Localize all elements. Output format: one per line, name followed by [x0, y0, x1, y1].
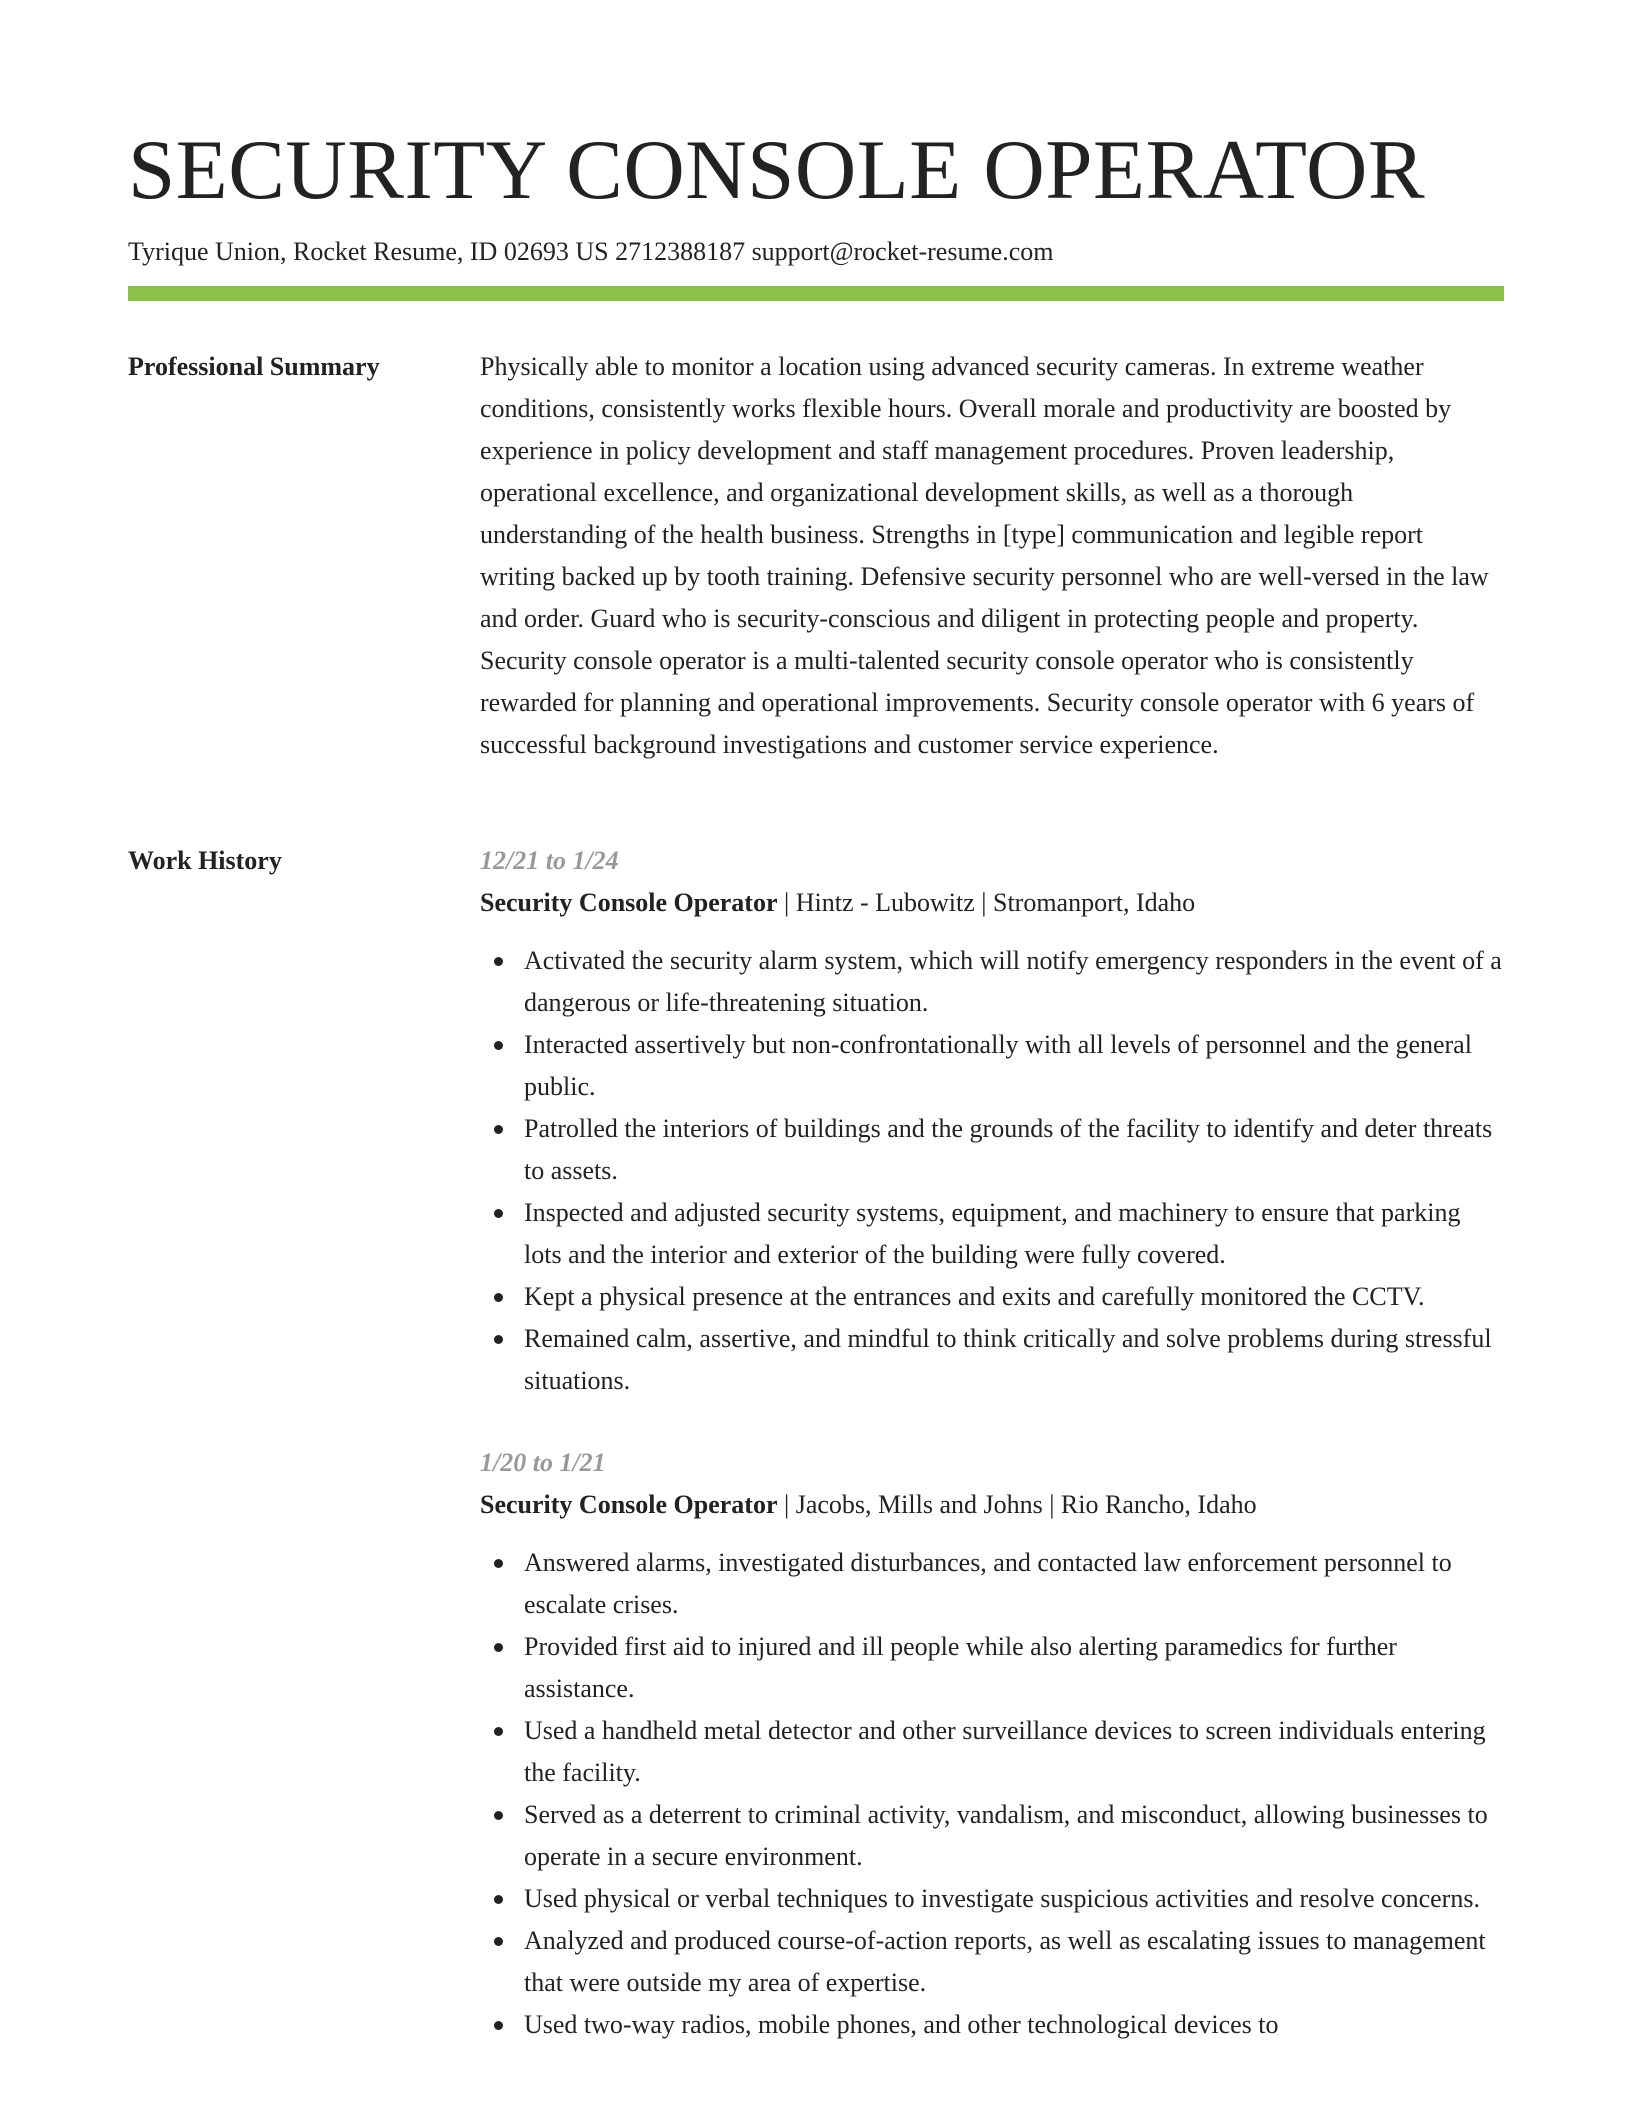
list-item [480, 2004, 1504, 2046]
list-item [480, 1920, 1504, 2004]
list-item-text: Provided first aid to injured and ill people while also alerting paramedics for further assistance. [524, 1632, 1397, 1703]
bullet-icon [494, 957, 503, 966]
summary-text: Physically able to monitor a location using advanced security cameras. In extreme weather conditions, consistently works flexible hours. Overall morale and productivity are boosted by experience in policy development and staff management procedures. Proven leadership, operational excellence, and organizational development skills, as well as a thorough understanding of the health business. Strengths in [type] communication and legible report writing backed up by tooth training. Defensive security personnel who are well-versed in the law and order. Guard who is security-conscious and diligent in protecting people and property. Security console operator is a multi-talented security console operator who is consistently rewarded for planning and operational improvements. Security console operator with 6 years of successful background investigations and customer service experience. [480, 352, 1489, 759]
list-item-text: Used physical or verbal techniques to investigate suspicious activities and resolve concerns. [524, 1884, 1480, 1913]
job-entry [480, 1442, 1504, 2046]
list-item [480, 1318, 1504, 1402]
list-item [480, 1276, 1504, 1318]
bullet-icon [494, 1811, 503, 1820]
job-title: Security Console Operator [480, 1490, 778, 1519]
list-item [480, 1794, 1504, 1878]
bullet-icon [494, 1559, 503, 1568]
list-item-text: Analyzed and produced course-of-action reports, as well as escalating issues to management that were outside my area of expertise. [524, 1926, 1486, 1997]
bullet-icon [494, 1335, 503, 1344]
job-dates: 12/21 to 1/24 [480, 846, 619, 875]
bullet-icon [494, 2021, 503, 2030]
list-item [480, 1192, 1504, 1276]
bullet-icon [494, 1727, 503, 1736]
list-item-text: Interacted assertively but non-confrontationally with all levels of personnel and the general public. [524, 1030, 1472, 1101]
list-item-text: Inspected and adjusted security systems, equipment, and machinery to ensure that parking lots and the interior and exterior of the building were fully covered. [524, 1198, 1461, 1269]
section-body [480, 346, 1504, 766]
bullet-icon [494, 1895, 503, 1904]
section-label: Work History [128, 846, 282, 875]
bullet-icon [494, 1041, 503, 1050]
job-details: | Hintz - Lubowitz | Stromanport, Idaho [777, 888, 1196, 917]
bullet-icon [494, 1293, 503, 1302]
job-details: | Jacobs, Mills and Johns | Rio Rancho, Idaho [777, 1490, 1257, 1519]
list-item [480, 1878, 1504, 1920]
contact-line: Tyrique Union, Rocket Resume, ID 02693 US 2712388187 support@rocket-resume.com [128, 237, 1054, 266]
list-item-text: Patrolled the interiors of buildings and the grounds of the facility to identify and deter threats to assets. [524, 1114, 1493, 1185]
list-item-text: Kept a physical presence at the entrances and exits and carefully monitored the CCTV. [524, 1282, 1425, 1311]
list-item [480, 1710, 1504, 1794]
job-title: Security Console Operator [480, 888, 778, 917]
bullet-icon [494, 1209, 503, 1218]
list-item [480, 1542, 1504, 1626]
list-item [480, 1108, 1504, 1192]
resume-title: SECURITY CONSOLE OPERATOR [128, 123, 1426, 217]
bullet-icon [494, 1125, 503, 1134]
job-dates: 1/20 to 1/21 [480, 1448, 606, 1477]
job-heading [480, 1484, 1504, 1526]
list-item-text: Activated the security alarm system, which will notify emergency responders in the event of a dangerous or life-threatening situation. [524, 946, 1502, 1017]
job-bullets [480, 1542, 1504, 2046]
bullet-icon [494, 1643, 503, 1652]
accent-divider [128, 286, 1504, 301]
section-body [480, 840, 1504, 2070]
list-item-text: Remained calm, assertive, and mindful to think critically and solve problems during stressful situations. [524, 1324, 1492, 1395]
bullet-icon [494, 1937, 503, 1946]
job-bullets [480, 940, 1504, 1402]
job-heading [480, 882, 1504, 924]
job-entry [480, 840, 1504, 1402]
list-item-text: Answered alarms, investigated disturbances, and contacted law enforcement personnel to escalate crises. [524, 1548, 1452, 1619]
list-item-text: Used two-way radios, mobile phones, and other technological devices to [524, 2010, 1279, 2039]
list-item-text: Used a handheld metal detector and other surveillance devices to screen individuals entering the facility. [524, 1716, 1486, 1787]
list-item [480, 1024, 1504, 1108]
section-label: Professional Summary [128, 352, 380, 381]
list-item [480, 1626, 1504, 1710]
list-item [480, 940, 1504, 1024]
list-item-text: Served as a deterrent to criminal activity, vandalism, and misconduct, allowing businesses to operate in a secure environment. [524, 1800, 1488, 1871]
resume-header [128, 118, 1504, 270]
